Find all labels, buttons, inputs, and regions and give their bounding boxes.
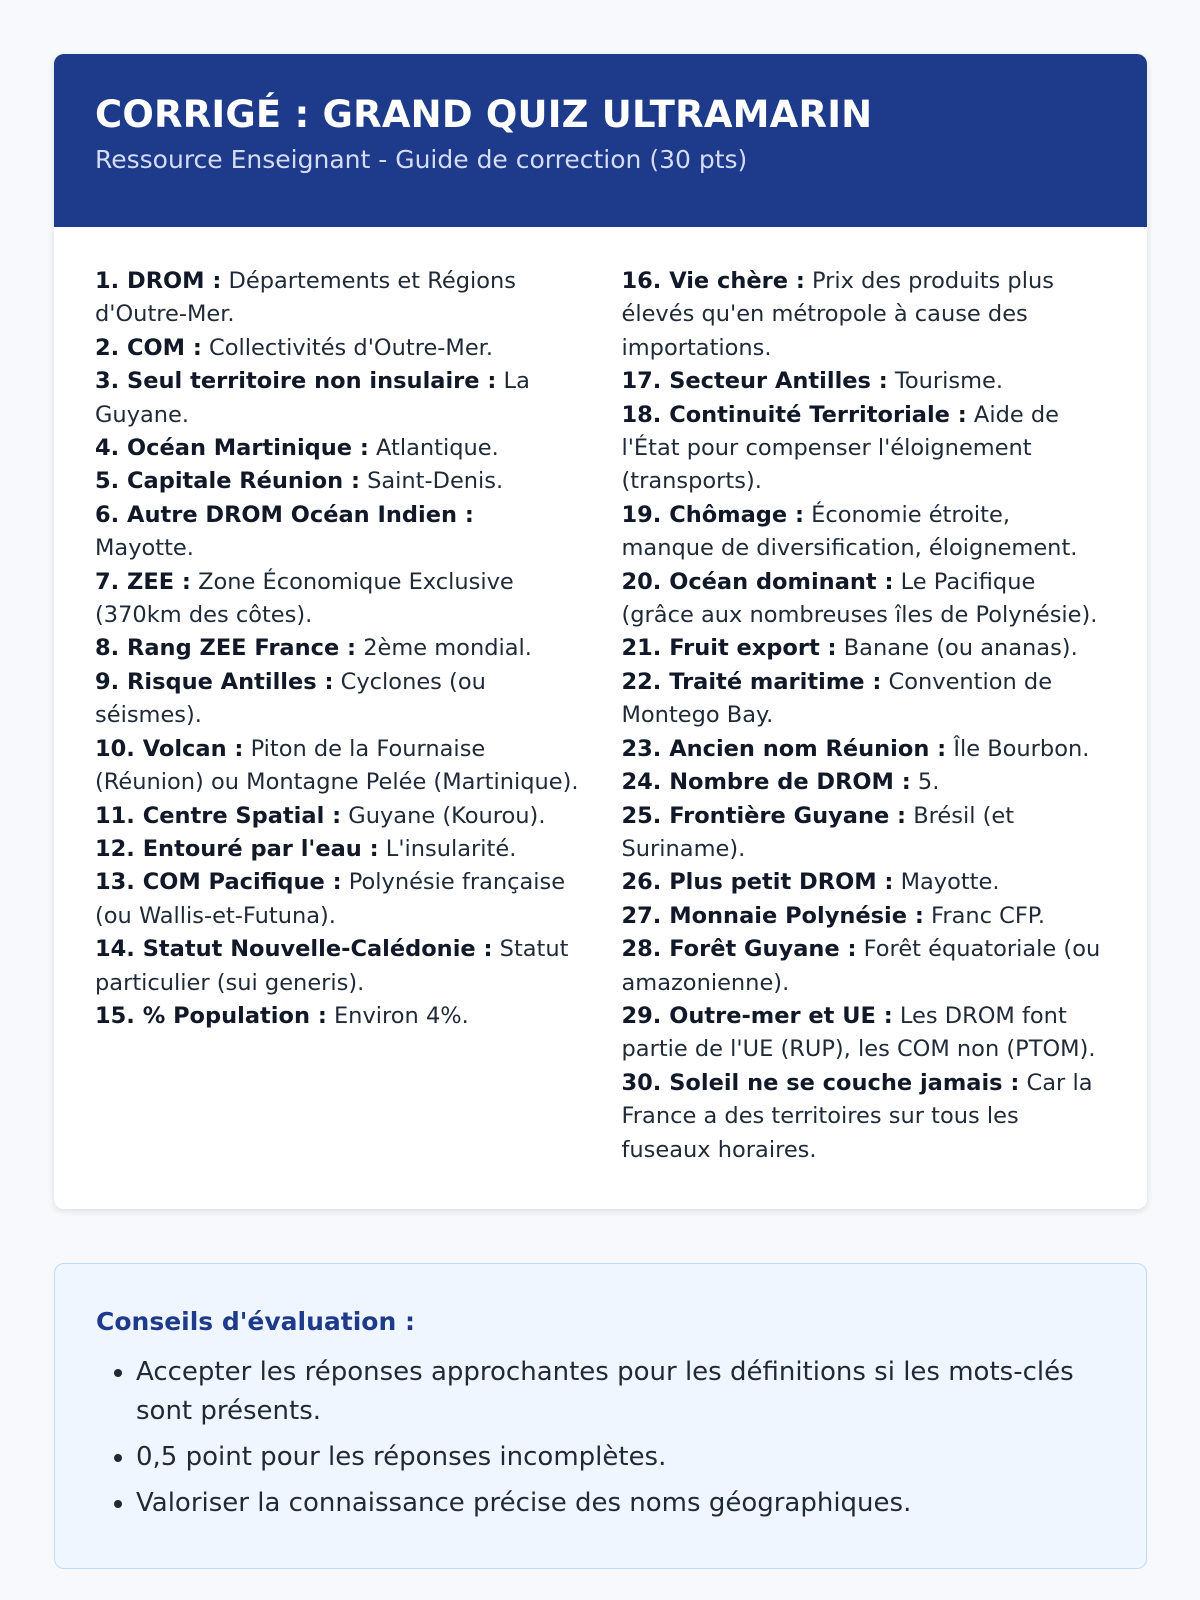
answer-text: Franc CFP.	[923, 902, 1046, 929]
answer-item	[95, 566, 580, 633]
answer-label: 3. Seul territoire non insulaire :	[95, 368, 497, 395]
tip-item: • Valoriser la connaissance précise des noms géographiques.	[136, 1484, 1105, 1523]
answer-item	[622, 1000, 1107, 1067]
answer-text: Mayotte.	[893, 869, 1000, 896]
answer-item	[95, 465, 580, 498]
answer-label: 12. Entouré par l'eau :	[95, 835, 379, 862]
answer-text: Mayotte.	[95, 535, 194, 562]
answer-item	[95, 332, 580, 365]
answer-item	[95, 666, 580, 733]
answer-label: 29. Outre-mer et UE :	[621, 1002, 893, 1029]
answer-text: Environ 4%.	[326, 1002, 469, 1029]
answer-text: Statut particulier (sui generis).	[95, 936, 569, 996]
answer-text: Cyclones (ou séismes).	[95, 668, 486, 729]
answers-grid	[54, 227, 1147, 1209]
answer-item	[95, 800, 580, 833]
answer-label: 2. COM :	[95, 334, 202, 361]
answer-label: 24. Nombre de DROM :	[621, 769, 911, 796]
answer-label: 28. Forêt Guyane :	[621, 936, 857, 963]
answer-key-card	[54, 54, 1147, 1209]
answer-item	[622, 365, 1107, 398]
answer-label: 7. ZEE :	[95, 568, 191, 595]
answer-text: Départements et Régions d'Outre-Mer.	[95, 268, 516, 328]
answer-label: 20. Océan dominant :	[621, 568, 894, 595]
answer-text: Les DROM font partie de l'UE (RUP), les COM non (PTOM).	[621, 1002, 1096, 1063]
answer-text: Convention de Montego Bay.	[621, 668, 1053, 729]
answer-text: Zone Économique Exclusive (370km des côtes).	[95, 568, 514, 629]
tips-list	[96, 1353, 1105, 1523]
tip-item: • Accepter les réponses approchantes pour les définitions si les mots-clés sont présents.	[136, 1353, 1105, 1431]
answer-item	[622, 632, 1107, 665]
answer-label: 4. Océan Martinique :	[95, 435, 369, 462]
answer-text: Tourisme.	[887, 368, 1004, 395]
tip-item: • 0,5 point pour les réponses incomplètes.	[136, 1438, 1105, 1477]
answer-item	[95, 733, 580, 800]
answer-label: 14. Statut Nouvelle-Calédonie :	[95, 936, 493, 963]
answer-label: 30. Soleil ne se couche jamais :	[621, 1069, 1020, 1096]
answer-label: 5. Capitale Réunion :	[95, 468, 360, 495]
answer-label: 25. Frontière Guyane :	[621, 802, 907, 829]
answer-text: Piton de la Fournaise (Réunion) ou Montagne Pelée (Martinique).	[95, 735, 579, 796]
answer-label: 17. Secteur Antilles :	[621, 368, 888, 395]
answer-item	[622, 265, 1107, 365]
answer-text: Car la France a des territoires sur tous les fuseaux horaires.	[621, 1069, 1093, 1163]
tips-title: Conseils d'évaluation :	[96, 1306, 415, 1336]
answer-item	[95, 265, 580, 332]
answer-text: Forêt équatoriale (ou amazonienne).	[621, 936, 1101, 996]
answer-item	[622, 399, 1107, 499]
answer-label: 10. Volcan :	[95, 735, 244, 762]
answer-item	[95, 933, 580, 1000]
page-subtitle: Ressource Enseignant - Guide de correction (30 pts)	[95, 145, 748, 174]
answer-text: 2ème mondial.	[356, 635, 532, 662]
answer-item	[622, 1067, 1107, 1167]
answer-item	[622, 499, 1107, 566]
page-title: CORRIGÉ : GRAND QUIZ ULTRAMARIN	[95, 93, 873, 136]
answer-text: Aide de l'État pour compenser l'éloignement (transports).	[621, 401, 1059, 495]
answer-text: Île Bourbon.	[946, 735, 1090, 762]
answer-item	[95, 365, 580, 432]
answers-column-left	[95, 265, 580, 1167]
answer-text: Collectivités d'Outre-Mer.	[201, 334, 493, 361]
answer-text: Polynésie française (ou Wallis-et-Futuna).	[95, 869, 566, 929]
answer-item	[622, 900, 1107, 933]
answer-text: Guyane (Kourou).	[341, 802, 546, 829]
answer-item	[622, 766, 1107, 799]
answer-text: Saint-Denis.	[359, 468, 504, 495]
answer-item	[95, 1000, 580, 1033]
answer-label: 15. % Population :	[95, 1002, 327, 1029]
answer-label: 23. Ancien nom Réunion :	[621, 735, 947, 762]
answer-label: 18. Continuité Territoriale :	[621, 401, 967, 428]
answer-text: La Guyane.	[95, 368, 530, 428]
answers-column-right	[622, 265, 1107, 1167]
answer-label: 19. Chômage :	[621, 501, 805, 528]
answer-text: Le Pacifique (grâce aux nombreuses îles de Polynésie).	[621, 568, 1098, 629]
answer-item	[95, 632, 580, 665]
answer-label: 11. Centre Spatial :	[95, 802, 342, 829]
answer-label: 16. Vie chère :	[621, 268, 805, 294]
answer-label: 21. Fruit export :	[621, 635, 837, 662]
evaluation-tips-box	[54, 1263, 1147, 1569]
answer-label: 26. Plus petit DROM :	[621, 869, 894, 896]
answer-label: 1. DROM :	[95, 268, 222, 294]
answer-item	[622, 733, 1107, 766]
answer-label: 27. Monnaie Polynésie :	[621, 902, 924, 929]
answer-label: 6. Autre DROM Océan Indien :	[95, 501, 474, 528]
answer-text: Économie étroite, manque de diversification, éloignement.	[621, 501, 1078, 562]
answer-item	[622, 866, 1107, 899]
answer-text: Banane (ou ananas).	[836, 635, 1078, 662]
answer-item	[622, 800, 1107, 867]
answer-item	[622, 666, 1107, 733]
answer-item	[622, 933, 1107, 1000]
answer-item	[622, 566, 1107, 633]
answer-text: Brésil (et Suriname).	[621, 802, 1015, 862]
answer-item	[95, 866, 580, 933]
answer-item	[95, 499, 580, 566]
answer-label: 22. Traité maritime :	[621, 668, 882, 695]
answer-text: Prix des produits plus élevés qu'en métropole à cause des importations.	[621, 268, 1054, 361]
answer-text: 5.	[910, 769, 940, 796]
answer-label: 13. COM Pacifique :	[95, 869, 342, 896]
answer-label: 8. Rang ZEE France :	[95, 635, 357, 662]
answer-label: 9. Risque Antilles :	[95, 668, 334, 695]
answer-text: L'insularité.	[378, 835, 517, 862]
card-header	[54, 54, 1147, 227]
answer-text: Atlantique.	[368, 435, 499, 462]
answer-item	[95, 432, 580, 465]
answer-item	[95, 833, 580, 866]
